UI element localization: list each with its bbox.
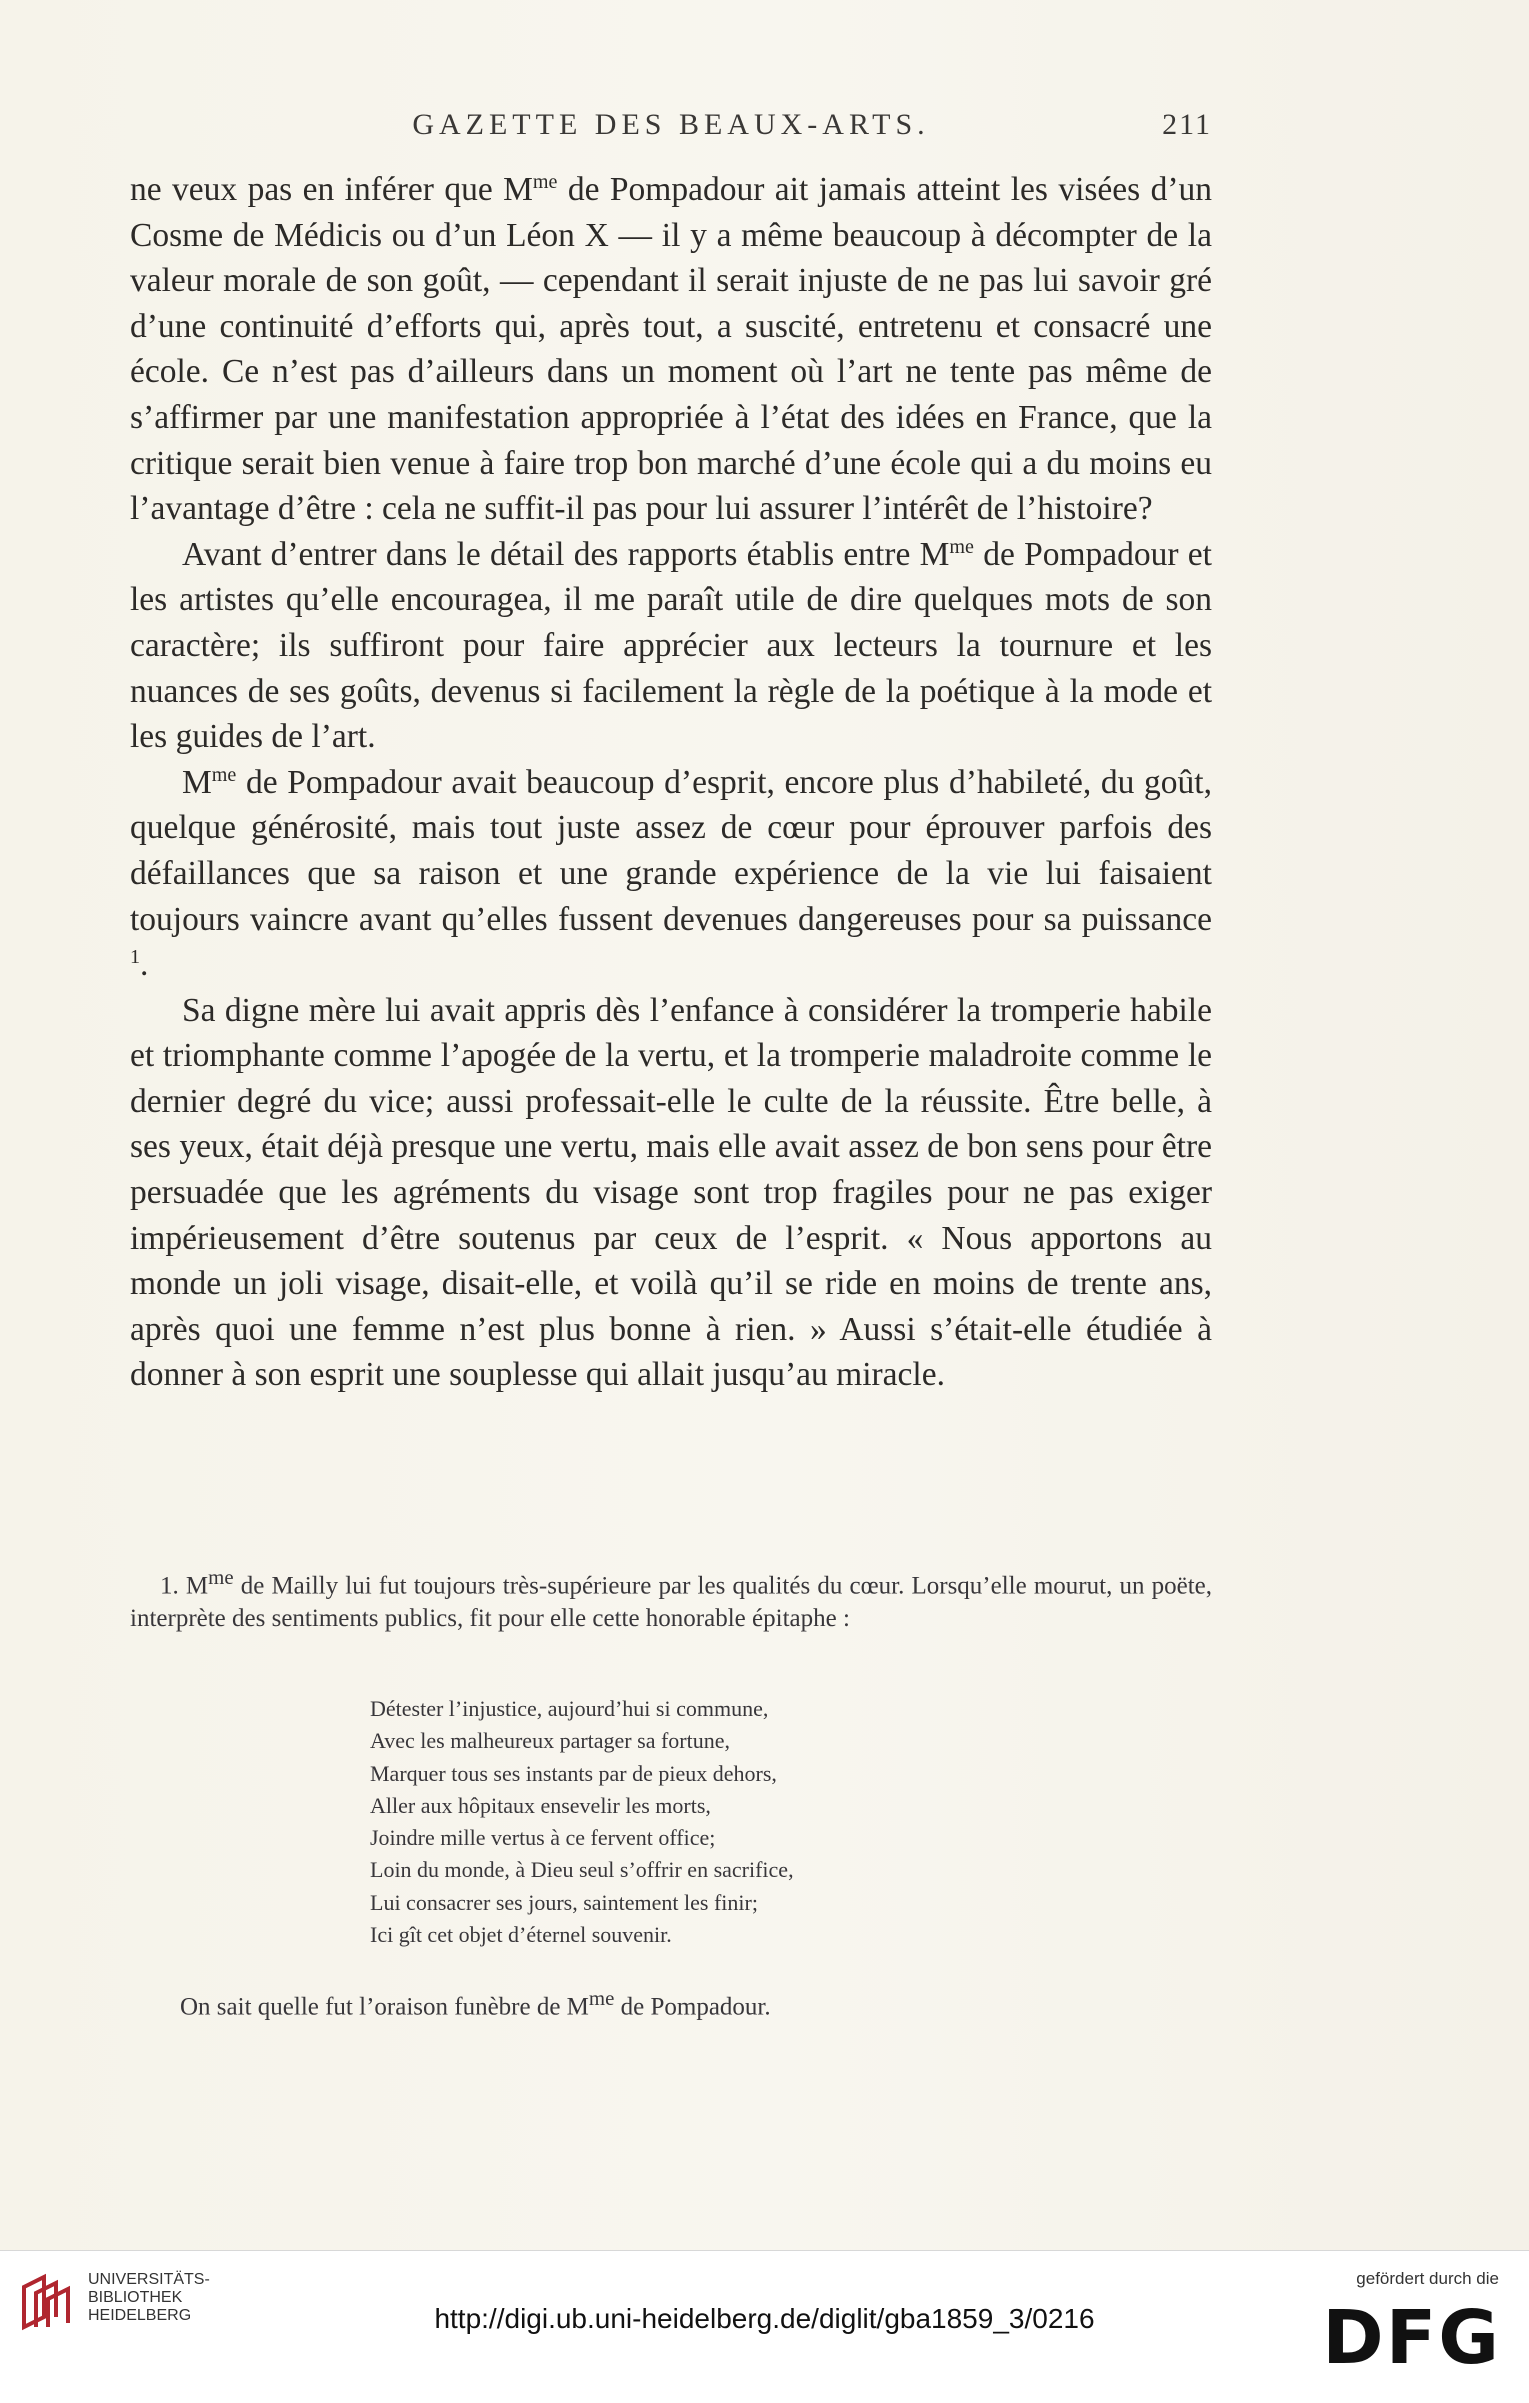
library-name[interactable]: UNIVERSITÄTS- BIBLIOTHEK HEIDELBERG (88, 2271, 210, 2324)
page-number: 211 (1162, 108, 1212, 141)
footnote: 1. $M^{me}$ de Mailly lui fut toujours très-supérieure par les qualités du cœur. Lorsqu’elle mourut, un poëte, interprète des sentiments publics, fit pour elle cette honorable épitaphe : (130, 1565, 1212, 1633)
footnote-closing: On sait quelle fut l’oraison funèbre de $M^{me}$ de Pompadour. (180, 1986, 771, 2021)
poem-line: Marquer tous ses instants par de pieux dehors, (370, 1760, 777, 1786)
poem-line: Aller aux hôpitaux ensevelir les morts, (370, 1792, 711, 1818)
paragraph-2: Avant d’entrer dans le détail des rapports établis entre $M^{me}$ de Pompadour et les artistes qu’elle encouragea, il me paraît utile de dire quelques mots de son caractère; ils suffiront pour faire apprécier aux lecteurs la tournure et les nuances de ses goûts, devenus si facilement la règle de la poétique à la mode et les guides de l’art. (130, 535, 1212, 756)
poem-line: Détester l’injustice, aujourd’hui si commune, (370, 1696, 769, 1721)
poem-line: Lui consacrer ses jours, saintement les finir; (370, 1889, 758, 1915)
paragraph-3: $M^{me}$ de Pompadour avait beaucoup d’esprit, encore plus d’habileté, du goût, quelque générosité, mais tout juste assez de cœur pour éprouver parfois des défaillances que sa raison et une grande expérience de la vie lui faisaient toujours vaincre avant qu’elles fussent devenues dangereuses pour sa puissance $^1$. (130, 763, 1212, 984)
epitaph-poem (370, 1693, 970, 1951)
poem-line: Joindre mille vertus à ce fervent office; (370, 1825, 716, 1851)
running-title: GAZETTE DES BEAUX-ARTS. (412, 108, 930, 141)
poem-line: Ici gît cet objet d’éternel souvenir. (370, 1922, 672, 1948)
dfg-logo[interactable]: DFG (1322, 2295, 1501, 2381)
sponsor-caption: gefördert durch die (1356, 2269, 1499, 2288)
document-url-link[interactable]: http://digi.ub.uni-heidelberg.de/diglit/gba1859_3/0216 (434, 2303, 1095, 2334)
footnote-ref: 1 (130, 945, 141, 968)
paragraph-4: Sa digne mère lui avait appris dès l’enfance à considérer la tromperie habile et triomphante comme l’apogée de la vertu, et la tromperie maladroite comme le dernier degré du vice; aussi professait-elle le culte de la réussite. Être belle, à ses yeux, était déjà presque une vertu, mais elle avait assez de bon sens pour être persuadée que les agréments du visage sont trop fragiles pour ne pas exiger impérieusement d’être soutenus par ceux de l’esprit. « Nous apportons au monde un joli visage, disait-elle, et voilà qu’il se ride en moins de trente ans, après quoi une femme n’est plus bonne à rien. » Aussi s’était-elle étudiée à donner à son esprit une souplesse qui allait jusqu’au miracle. (130, 991, 1212, 1394)
poem-line: Avec les malheureux partager sa fortune, (370, 1728, 730, 1754)
viewer-footer (0, 2250, 1529, 2403)
paragraph-1: ne veux pas en inférer que $M^{me}$ de Pompadour ait jamais atteint les visées d’un Cosme de Médicis ou d’un Léon X — il y a même beaucoup à décompter de la valeur morale de son goût, — cependant il serait injuste de ne pas lui savoir gré d’une continuité d’efforts qui, après tout, a suscité, entretenu et consacré une école. Ce n’est pas d’ailleurs dans un moment où l’art ne tente pas même de s’affirmer par une manifestation appropriée à l’état des idées en France, que la critique serait bien venue à faire trop bon marché d’une école qui a du moins eu l’avantage d’être : cela ne suffit-il pas pour lui assurer l’intérêt de l’histoire? (130, 170, 1213, 528)
poem-line: Loin du monde, à Dieu seul s’offrir en sacrifice, (370, 1857, 794, 1883)
main-text (130, 167, 1212, 1398)
running-header (130, 108, 1212, 148)
